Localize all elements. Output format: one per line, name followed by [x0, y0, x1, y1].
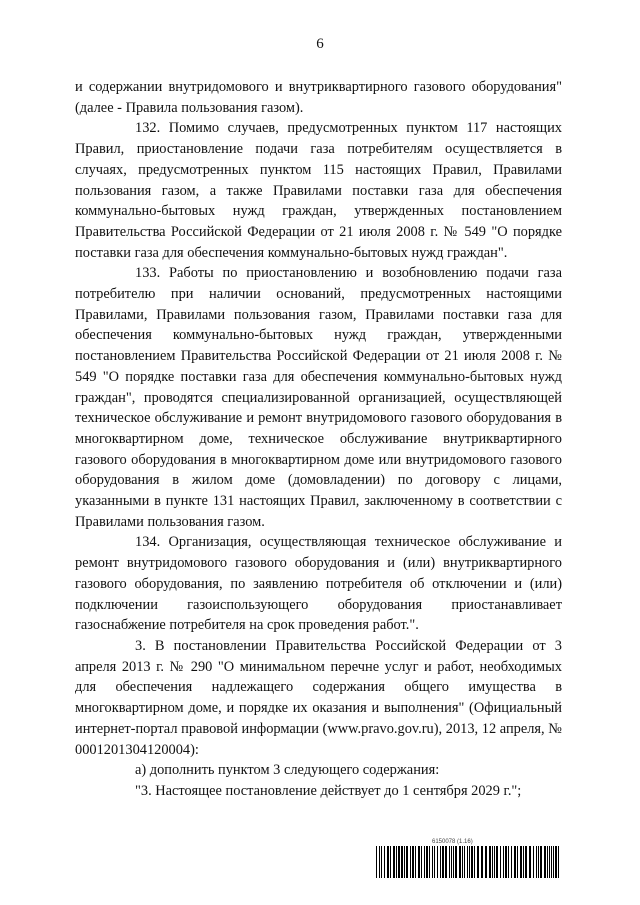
paragraph-132: 132. Помимо случаев, предусмотренных пунктом 117 настоящих Правил, приостановление подачи газа потребителям осуществляется в случаях, предусмотренных пунктом 115 настоящих Правил, Правилами пользования газом, а также Правилами поставки газа для обеспечения коммунально-бытовых нужд граждан, утвержденных постановлением Правительства Российской Федерации от 21 июля 2008 г. № 549 "О порядке поставки газа для обеспечения коммунально-бытовых нужд граждан". — [75, 120, 562, 261]
paragraph-quote: "3. Настоящее постановление действует до 1 сентября 2029 г."; — [135, 782, 522, 799]
paragraph-133: 133. Работы по приостановлению и возобновлению подачи газа потребителю при наличии оснований, предусмотренных настоящими Правилами, Правилами пользования газом, Правилами поставки газа для обеспечения коммунально-бытовых нужд граждан, утвержденными постановлением Правительства Российской Федерации от 21 июля 2008 г. № 549 "О порядке поставки газа для обеспечения коммунально-бытовых нужд граждан", проводятся специализированной организацией, осуществляющей техническое обслуживание и ремонт внутридомового газового оборудования в многоквартирном доме, техническое обслуживание внутриквартирного газового оборудования в многоквартирном доме или внутридомового газового оборудования в жилом доме (домовладении) по договору с лицами, указанными в пункте 131 настоящих Правил, заключенному в соответствии с Правилами пользования газом. — [75, 265, 562, 530]
paragraph-134: 134. Организация, осуществляющая техническое обслуживание и ремонт внутридомового газового оборудования и (или) внутриквартирного газового оборудования, по заявлению потребителя об отключении и (или) подключении газоиспользующего оборудования приостанавливает газоснабжение потребителя на срок проведения работ.". — [75, 534, 562, 634]
paragraph-subitem-a: а) дополнить пунктом 3 следующего содержания: — [135, 762, 440, 779]
paragraph-item-3: 3. В постановлении Правительства Российской Федерации от 3 апреля 2013 г. № 290 "О минимальном перечне услуг и работ, необходимых для обеспечения надлежащего содержания общего имущества в многоквартирном доме, и порядке их оказания и выполнения" (Официальный интернет-портал правовой информации (www.pravo.gov.ru), 2013, 12 апреля, № 0001201304120004): — [75, 637, 562, 758]
document-body — [75, 77, 562, 802]
barcode-icon — [376, 846, 562, 878]
paragraph-continuation: и содержании внутридомового и внутриквартирного газового оборудования" (далее - Правила пользования газом). — [75, 79, 562, 116]
page-number: 6 — [316, 36, 324, 52]
barcode-caption: 6150078 (1.16) — [432, 839, 473, 845]
